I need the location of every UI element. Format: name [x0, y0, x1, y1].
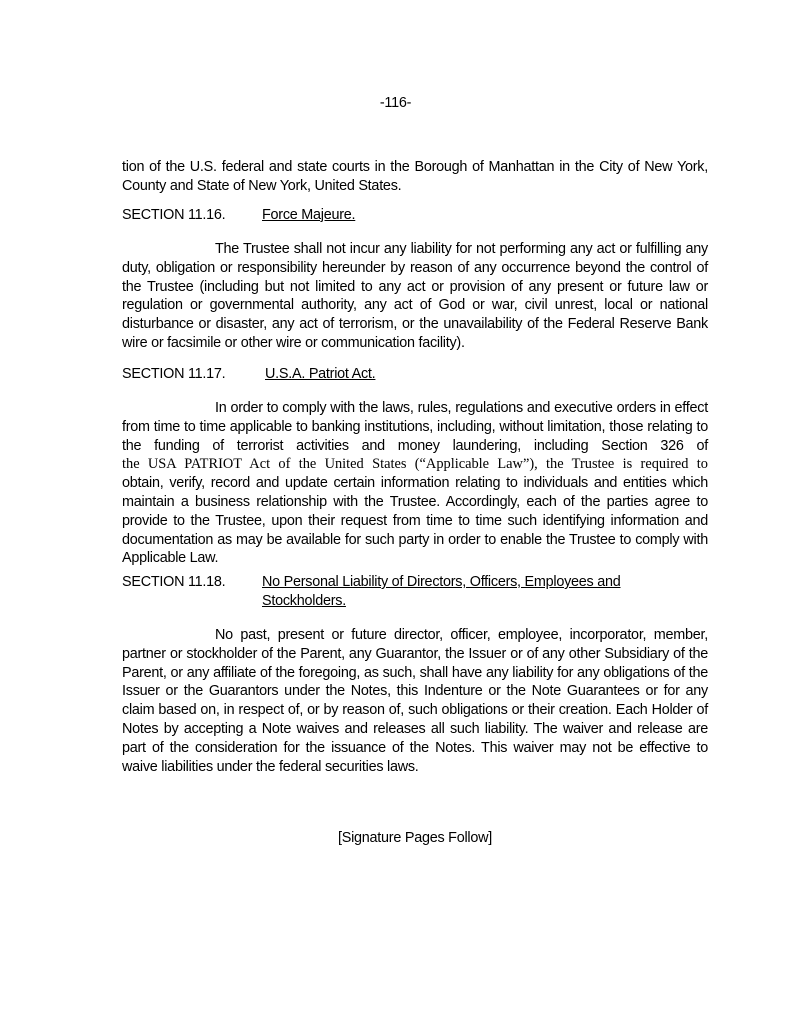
section-title: No Personal Liability of Directors, Officers, Employees and Stockholders.: [262, 574, 621, 609]
section-number: SECTION 11.17.: [122, 366, 226, 382]
section-11-18-heading: [122, 573, 722, 613]
section-11-18-body: No past, present or future director, officer, employee, incorporator, member, partner or stockholder of the Parent, any Guarantor, the Issuer or of any other Subsidiary of the Parent, or any affiliate of the foregoing, as such, shall have any liability for any obligations of the Issuer or the Guarantors under the Notes, this Indenture or the Note Guarantees or for any claim based on, in respect of, or by reason of, such obligations or their creation. Each Holder of Notes by accepting a Note waives and releases all such liability. The waiver and release are part of the consideration for the issuance of the Notes. This waiver may not be effective to waive liabilities under the federal securities laws.: [122, 627, 708, 775]
signature-pages-note: [Signature Pages Follow]: [338, 830, 492, 846]
section-title: U.S.A. Patriot Act.: [265, 366, 376, 382]
continuation-paragraph: tion of the U.S. federal and state courts in the Borough of Manhattan in the City of New York, County and State of New York, United States.: [122, 159, 708, 194]
section-number: SECTION 11.16.: [122, 207, 226, 223]
section-11-16-body: The Trustee shall not incur any liability for not performing any act or fulfilling any duty, obligation or responsibility hereunder by reason of any occurrence beyond the control of the Trustee (including but not limited to any act or provision of any present or future law or regulation or governmental authority, any act of God or war, civil unrest, local or national disturbance or disaster, any act of terrorism, or the unavailability of the Federal Reserve Bank wire or facsimile or other wire or communication facility).: [122, 241, 708, 351]
section-11-17-body: In order to comply with the laws, rules, regulations and executive orders in effect from time to time applicable to banking institutions, including, without limitation, those relating to the funding of terrorist activities and money laundering, including Section 326 of the USA PATRIOT Act of the United States (“Applicable Law”), the Trustee is required to obtain, verify, record and update certain information relating to individuals and entities which maintain a business relationship with the Trustee. Accordingly, each of the parties agree to provide to the Trustee, upon their request from time to time such identifying information and documentation as may be available for such party in order to enable the Trustee to comply with Applicable Law.: [122, 400, 708, 567]
section-title: Force Majeure.: [262, 207, 356, 223]
page-number: -116-: [379, 95, 412, 111]
section-number: SECTION 11.18.: [122, 574, 226, 590]
